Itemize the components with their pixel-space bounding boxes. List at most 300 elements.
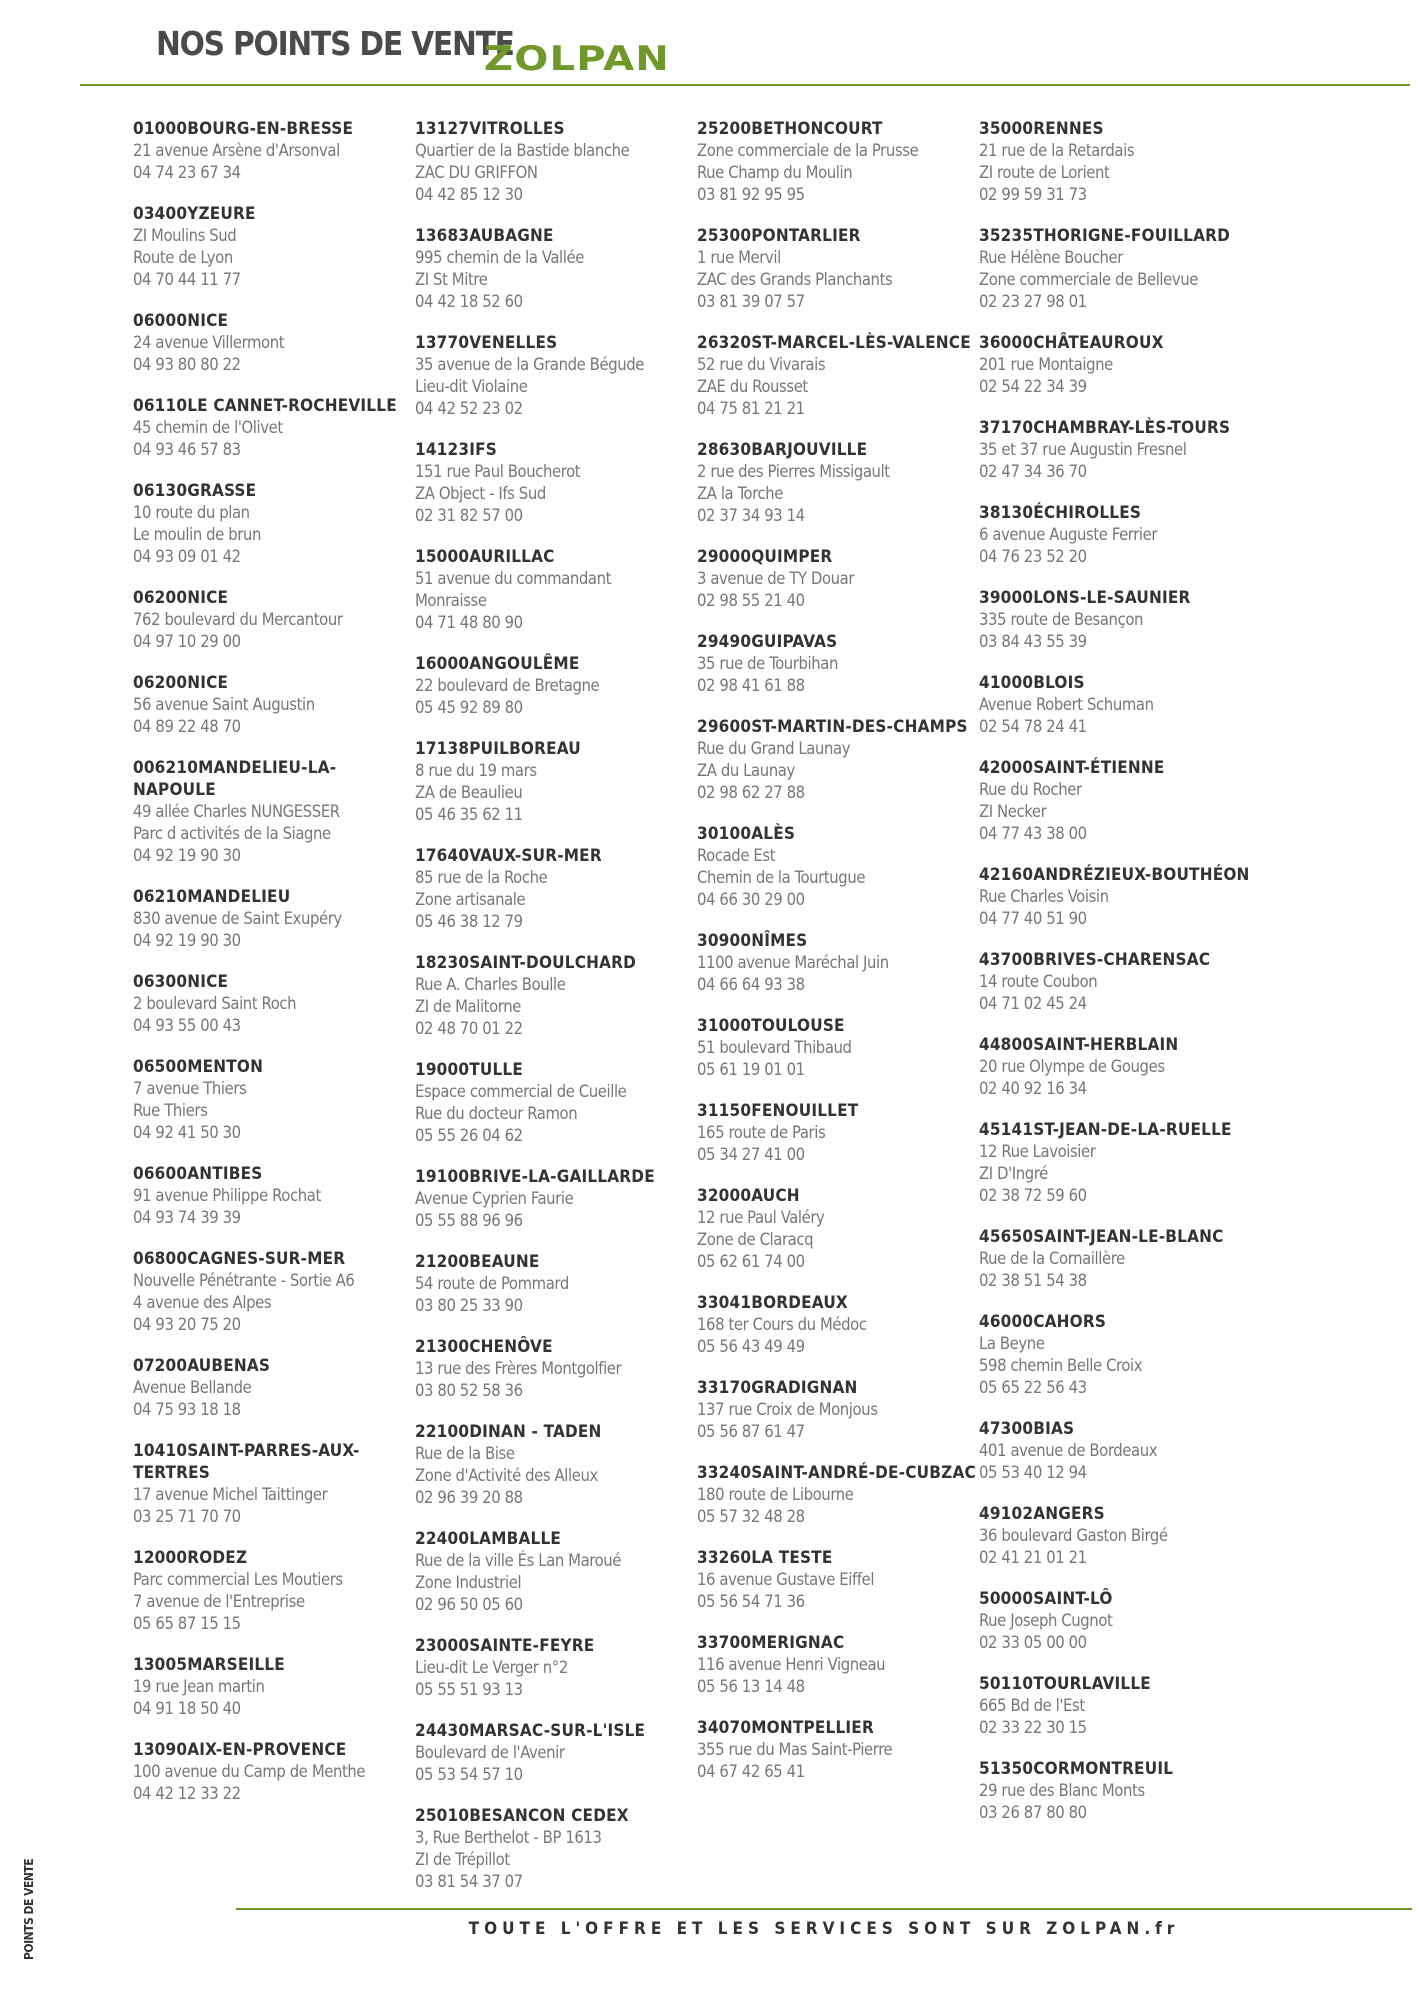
store-entry	[415, 1720, 695, 1786]
store-zip: 23000	[415, 1636, 470, 1656]
store-entry	[697, 1632, 977, 1698]
store-column-4	[979, 118, 1259, 1843]
store-address-line: Zone commerciale de la Prusse	[697, 141, 919, 160]
store-phone: 04 93 74 39 39	[133, 1208, 241, 1227]
store-heading	[133, 886, 413, 908]
store-address-line: 56 avenue Saint Augustin	[133, 695, 315, 714]
store-zip: 006210	[133, 758, 199, 778]
store-heading	[133, 1547, 413, 1569]
store-heading	[415, 1528, 695, 1550]
store-heading	[697, 225, 977, 247]
store-address-line: 4 avenue des Alpes	[133, 1293, 272, 1312]
store-city: CHÂTEAUROUX	[1033, 333, 1164, 353]
store-entry	[979, 1311, 1259, 1399]
store-city: LAMBALLE	[469, 1529, 562, 1549]
store-city: GRASSE	[187, 481, 257, 501]
store-city: SAINT-LÔ	[1033, 1589, 1113, 1609]
store-heading	[697, 1100, 977, 1122]
store-city: ALÈS	[751, 824, 796, 844]
store-phone: 04 71 48 80 90	[415, 613, 523, 632]
store-phone: 04 93 46 57 83	[133, 440, 241, 459]
side-section-label: POINTS DE VENTE	[22, 1858, 36, 1960]
store-city: MANDELIEU	[187, 887, 291, 907]
store-zip: 06600	[133, 1164, 188, 1184]
store-heading	[133, 310, 413, 332]
store-entry	[133, 310, 413, 376]
store-address-line: ZI de Malitorne	[415, 997, 521, 1016]
store-zip: 42000	[979, 758, 1034, 778]
store-entry	[979, 672, 1259, 738]
store-heading	[415, 952, 695, 974]
store-phone: 02 38 51 54 38	[979, 1271, 1087, 1290]
store-entry	[979, 225, 1259, 313]
store-entry	[415, 1421, 695, 1509]
store-address-line: Zone d'Activité des Alleux	[415, 1466, 598, 1485]
store-entry	[415, 1059, 695, 1147]
store-heading	[979, 1311, 1259, 1333]
store-address-line: Rocade Est	[697, 846, 776, 865]
store-entry	[415, 332, 695, 420]
store-city: LE CANNET-ROCHEVILLE	[187, 396, 397, 416]
store-city: MARSAC-SUR-L'ISLE	[469, 1721, 646, 1741]
store-phone: 04 42 52 23 02	[415, 399, 523, 418]
store-heading	[133, 672, 413, 694]
store-address-line: 665 Bd de l'Est	[979, 1696, 1085, 1715]
store-heading	[133, 1654, 413, 1676]
store-zip: 13683	[415, 226, 470, 246]
store-address-line: Le moulin de brun	[133, 525, 261, 544]
store-heading	[979, 417, 1259, 439]
store-entry	[979, 1503, 1259, 1569]
store-phone: 05 46 35 62 11	[415, 805, 523, 824]
store-heading	[133, 118, 413, 140]
store-city: SAINT-JEAN-LE-BLANC	[1033, 1227, 1224, 1247]
store-address-line: 45 chemin de l'Olivet	[133, 418, 283, 437]
store-address-line: 180 route de Libourne	[697, 1485, 854, 1504]
footer-divider	[236, 1908, 1412, 1910]
store-address-line: Rue du docteur Ramon	[415, 1104, 578, 1123]
store-zip: 50110	[979, 1674, 1034, 1694]
store-phone: 02 47 34 36 70	[979, 462, 1087, 481]
store-phone: 04 91 18 50 40	[133, 1699, 241, 1718]
store-zip: 45650	[979, 1227, 1034, 1247]
store-address-line: 151 rue Paul Boucherot	[415, 462, 581, 481]
store-zip: 43700	[979, 950, 1034, 970]
store-heading	[415, 1251, 695, 1273]
store-heading	[979, 1588, 1259, 1610]
store-zip: 07200	[133, 1356, 188, 1376]
store-zip: 17640	[415, 846, 470, 866]
store-heading	[979, 949, 1259, 971]
store-address-line: 7 avenue de l'Entreprise	[133, 1592, 305, 1611]
zolpan-logo	[484, 40, 674, 74]
store-zip: 29600	[697, 717, 752, 737]
store-heading	[133, 1355, 413, 1377]
store-entry	[697, 439, 977, 527]
store-city: SAINT-ÉTIENNE	[1033, 758, 1165, 778]
store-entry	[133, 395, 413, 461]
store-heading	[697, 1292, 977, 1314]
store-heading	[697, 1015, 977, 1037]
store-city: CAGNES-SUR-MER	[187, 1249, 346, 1269]
store-address-line: Rue Joseph Cugnot	[979, 1611, 1113, 1630]
store-zip: 06210	[133, 887, 188, 907]
store-zip: 15000	[415, 547, 470, 567]
store-city: SAINTE-FEYRE	[469, 1636, 595, 1656]
store-address-line: 8 rue du 19 mars	[415, 761, 537, 780]
store-phone: 05 56 13 14 48	[697, 1677, 805, 1696]
store-heading	[697, 930, 977, 952]
store-address-line: ZAC DU GRIFFON	[415, 163, 538, 182]
store-heading	[979, 1226, 1259, 1248]
store-city: LA TESTE	[751, 1548, 833, 1568]
store-zip: 06110	[133, 396, 188, 416]
store-entry	[979, 587, 1259, 653]
store-entry	[697, 118, 977, 206]
store-phone: 05 34 27 41 00	[697, 1145, 805, 1164]
store-heading	[133, 1163, 413, 1185]
store-zip: 33041	[697, 1293, 752, 1313]
store-heading	[133, 1248, 413, 1270]
store-phone: 02 38 72 59 60	[979, 1186, 1087, 1205]
store-address-line: 21 avenue Arsène d'Arsonval	[133, 141, 340, 160]
store-entry	[133, 1163, 413, 1229]
store-address-line: Zone artisanale	[415, 890, 526, 909]
store-entry	[697, 631, 977, 697]
store-zip: 19100	[415, 1167, 470, 1187]
store-city: NÎMES	[751, 931, 808, 951]
store-phone: 02 99 59 31 73	[979, 185, 1087, 204]
store-city: GRADIGNAN	[751, 1378, 858, 1398]
store-phone: 05 56 54 71 36	[697, 1592, 805, 1611]
store-entry	[415, 225, 695, 313]
store-heading	[415, 845, 695, 867]
store-heading	[133, 1440, 413, 1484]
store-city: ANTIBES	[187, 1164, 263, 1184]
store-entry	[415, 1166, 695, 1232]
store-heading	[697, 332, 977, 354]
store-address-line: 168 ter Cours du Médoc	[697, 1315, 867, 1334]
store-heading	[697, 716, 977, 738]
store-phone: 02 33 22 30 15	[979, 1718, 1087, 1737]
store-address-line: ZI Necker	[979, 802, 1047, 821]
store-phone: 04 42 85 12 30	[415, 185, 523, 204]
store-heading	[697, 631, 977, 653]
store-heading	[697, 1462, 977, 1484]
store-phone: 04 97 10 29 00	[133, 632, 241, 651]
store-zip: 22400	[415, 1529, 470, 1549]
store-address-line: Avenue Cyprien Faurie	[415, 1189, 574, 1208]
store-zip: 17138	[415, 739, 470, 759]
store-phone: 04 77 40 51 90	[979, 909, 1087, 928]
store-heading	[133, 203, 413, 225]
store-city: AUCH	[751, 1186, 800, 1206]
store-phone: 05 56 87 61 47	[697, 1422, 805, 1441]
store-address-line: 36 boulevard Gaston Birgé	[979, 1526, 1168, 1545]
store-address-line: 355 rue du Mas Saint-Pierre	[697, 1740, 893, 1759]
store-entry	[133, 1654, 413, 1720]
store-heading	[415, 1059, 695, 1081]
store-address-line: 598 chemin Belle Croix	[979, 1356, 1143, 1375]
store-heading	[979, 587, 1259, 609]
store-entry	[415, 1251, 695, 1317]
store-phone: 02 96 39 20 88	[415, 1488, 523, 1507]
store-entry	[415, 118, 695, 206]
store-address-line: La Beyne	[979, 1334, 1045, 1353]
store-city: ANGOULÊME	[469, 654, 580, 674]
store-address-line: 1100 avenue Maréchal Juin	[697, 953, 889, 972]
store-zip: 33240	[697, 1463, 752, 1483]
store-address-line: Zone commerciale de Bellevue	[979, 270, 1199, 289]
store-entry	[979, 1673, 1259, 1739]
store-phone: 02 98 41 61 88	[697, 676, 805, 695]
store-entry	[697, 1547, 977, 1613]
store-zip: 13090	[133, 1740, 188, 1760]
store-zip: 38130	[979, 503, 1034, 523]
store-address-line: Rue du Rocher	[979, 780, 1082, 799]
store-zip: 06200	[133, 673, 188, 693]
store-entry	[415, 439, 695, 527]
store-zip: 35235	[979, 226, 1034, 246]
store-heading	[415, 653, 695, 675]
store-phone: 04 70 44 11 77	[133, 270, 241, 289]
store-zip: 32000	[697, 1186, 752, 1206]
store-heading	[979, 1673, 1259, 1695]
store-address-line: 3, Rue Berthelot - BP 1613	[415, 1828, 602, 1847]
store-zip: 31150	[697, 1101, 752, 1121]
store-address-line: ZAC des Grands Planchants	[697, 270, 893, 289]
store-heading	[979, 225, 1259, 247]
store-address-line: 21 rue de la Retardais	[979, 141, 1135, 160]
store-zip: 22100	[415, 1422, 470, 1442]
store-city: SAINT-ANDRÉ-DE-CUBZAC	[751, 1463, 976, 1483]
store-city: BORDEAUX	[751, 1293, 848, 1313]
store-entry	[979, 118, 1259, 206]
store-heading	[415, 1336, 695, 1358]
store-address-line: Monraisse	[415, 591, 487, 610]
store-city: BIAS	[1033, 1419, 1075, 1439]
store-address-line: ZA du Launay	[697, 761, 795, 780]
store-city: SAINT-PARRES-AUX-TERTRES	[133, 1441, 360, 1483]
store-entry	[415, 1528, 695, 1616]
store-phone: 03 84 43 55 39	[979, 632, 1087, 651]
store-address-line: ZI D'Ingré	[979, 1164, 1048, 1183]
store-zip: 25200	[697, 119, 752, 139]
store-entry	[415, 653, 695, 719]
store-city: MERIGNAC	[751, 1633, 845, 1653]
store-phone: 05 56 43 49 49	[697, 1337, 805, 1356]
store-zip: 24430	[415, 1721, 470, 1741]
store-city: CHAMBRAY-LÈS-TOURS	[1033, 418, 1231, 438]
store-city: VITROLLES	[469, 119, 565, 139]
store-address-line: ZA la Torche	[697, 484, 783, 503]
store-city: RODEZ	[187, 1548, 248, 1568]
store-phone: 04 74 23 67 34	[133, 163, 241, 182]
store-city: NICE	[187, 588, 229, 608]
store-entry	[133, 1739, 413, 1805]
store-zip: 39000	[979, 588, 1034, 608]
store-heading	[133, 1056, 413, 1078]
store-address-line: Espace commercial de Cueille	[415, 1082, 627, 1101]
store-zip: 45141	[979, 1120, 1034, 1140]
page-header	[0, 0, 1419, 90]
store-heading	[415, 738, 695, 760]
store-heading	[415, 439, 695, 461]
store-phone: 02 40 92 16 34	[979, 1079, 1087, 1098]
store-zip: 29490	[697, 632, 752, 652]
store-phone: 05 45 92 89 80	[415, 698, 523, 717]
store-zip: 33170	[697, 1378, 752, 1398]
store-city: VENELLES	[469, 333, 558, 353]
store-entry	[415, 1805, 695, 1893]
store-city: SAINT-DOULCHARD	[469, 953, 637, 973]
store-entry	[979, 949, 1259, 1015]
store-entry	[697, 1462, 977, 1528]
store-phone: 04 75 81 21 21	[697, 399, 805, 418]
store-address-line: Rue de la Cornaillère	[979, 1249, 1125, 1268]
store-city: MANDELIEU-LA-NAPOULE	[133, 758, 337, 800]
store-city: CORMONTREUIL	[1033, 1759, 1174, 1779]
store-zip: 36000	[979, 333, 1034, 353]
store-heading	[979, 757, 1259, 779]
store-zip: 50000	[979, 1589, 1034, 1609]
store-phone: 03 81 92 95 95	[697, 185, 805, 204]
store-address-line: Rue Champ du Moulin	[697, 163, 853, 182]
store-address-line: 35 rue de Tourbihan	[697, 654, 838, 673]
store-phone: 04 66 64 93 38	[697, 975, 805, 994]
store-heading	[979, 502, 1259, 524]
store-address-line: ZI Moulins Sud	[133, 226, 237, 245]
store-heading	[979, 332, 1259, 354]
store-city: IFS	[469, 440, 497, 460]
store-entry	[133, 1355, 413, 1421]
store-heading	[979, 1418, 1259, 1440]
store-zip: 30100	[697, 824, 752, 844]
store-zip: 14123	[415, 440, 470, 460]
store-entry	[415, 952, 695, 1040]
store-city: YZEURE	[187, 204, 256, 224]
store-address-line: 85 rue de la Roche	[415, 868, 548, 887]
store-phone: 03 81 39 07 57	[697, 292, 805, 311]
store-city: DINAN - TADEN	[469, 1422, 602, 1442]
store-address-line: ZA Object - Ifs Sud	[415, 484, 546, 503]
store-entry	[979, 1588, 1259, 1654]
footer-tagline: TOUTE L'OFFRE ET LES SERVICES SONT SUR ZOLPAN.fr	[468, 1919, 1180, 1939]
store-city: BARJOUVILLE	[751, 440, 868, 460]
store-address-line: Lieu-dit Le Verger n°2	[415, 1658, 568, 1677]
store-address-line: 13 rue des Frères Montgolfier	[415, 1359, 622, 1378]
store-entry	[697, 1185, 977, 1273]
store-address-line: Avenue Bellande	[133, 1378, 252, 1397]
store-address-line: 54 route de Pommard	[415, 1274, 569, 1293]
store-entry	[979, 417, 1259, 483]
store-city: QUIMPER	[751, 547, 833, 567]
store-phone: 03 80 25 33 90	[415, 1296, 523, 1315]
store-phone: 04 92 19 90 30	[133, 846, 241, 865]
store-phone: 05 65 22 56 43	[979, 1378, 1087, 1397]
store-heading	[133, 1739, 413, 1761]
store-heading	[979, 864, 1259, 886]
store-heading	[133, 757, 413, 801]
store-entry	[979, 1226, 1259, 1292]
store-heading	[133, 395, 413, 417]
store-zip: 06500	[133, 1057, 188, 1077]
store-address-line: 24 avenue Villermont	[133, 333, 285, 352]
store-address-line: 762 boulevard du Mercantour	[133, 610, 343, 629]
store-address-line: Rue A. Charles Boulle	[415, 975, 566, 994]
store-entry	[415, 546, 695, 634]
store-entry	[133, 587, 413, 653]
store-phone: 04 92 19 90 30	[133, 931, 241, 950]
store-phone: 03 80 52 58 36	[415, 1381, 523, 1400]
store-address-line: 51 boulevard Thibaud	[697, 1038, 852, 1057]
store-zip: 16000	[415, 654, 470, 674]
store-zip: 13127	[415, 119, 470, 139]
store-entry	[415, 1336, 695, 1402]
store-entry	[133, 971, 413, 1037]
page-title: NOS POINTS DE VENTE	[156, 24, 514, 63]
store-phone: 02 96 50 05 60	[415, 1595, 523, 1614]
store-address-line: 22 boulevard de Bretagne	[415, 676, 600, 695]
store-entry	[415, 1635, 695, 1701]
store-column-3	[697, 118, 977, 1802]
store-entry	[133, 203, 413, 291]
store-phone: 04 89 22 48 70	[133, 717, 241, 736]
store-zip: 42160	[979, 865, 1034, 885]
store-address-line: 7 avenue Thiers	[133, 1079, 247, 1098]
store-phone: 04 93 80 80 22	[133, 355, 241, 374]
store-address-line: 1 rue Mervil	[697, 248, 781, 267]
store-address-line: 91 avenue Philippe Rochat	[133, 1186, 321, 1205]
store-city: TOURLAVILLE	[1033, 1674, 1151, 1694]
store-address-line: 17 avenue Michel Taittinger	[133, 1485, 328, 1504]
store-address-line: ZAE du Rousset	[697, 377, 808, 396]
store-zip: 26320	[697, 333, 752, 353]
store-entry	[415, 738, 695, 826]
store-heading	[415, 332, 695, 354]
store-phone: 04 71 02 45 24	[979, 994, 1087, 1013]
store-address-line: 10 route du plan	[133, 503, 250, 522]
store-zip: 12000	[133, 1548, 188, 1568]
store-phone: 04 77 43 38 00	[979, 824, 1087, 843]
store-zip: 35000	[979, 119, 1034, 139]
store-entry	[697, 930, 977, 996]
store-entry	[697, 332, 977, 420]
store-zip: 18230	[415, 953, 470, 973]
store-heading	[415, 1805, 695, 1827]
store-entry	[133, 672, 413, 738]
store-city: TULLE	[469, 1060, 524, 1080]
store-address-line: 201 rue Montaigne	[979, 355, 1113, 374]
store-heading	[697, 1632, 977, 1654]
store-entry	[415, 845, 695, 933]
store-address-line: 116 avenue Henri Vigneau	[697, 1655, 886, 1674]
store-city: MONTPELLIER	[751, 1718, 874, 1738]
store-zip: 06200	[133, 588, 188, 608]
store-address-line: Nouvelle Pénétrante - Sortie A6	[133, 1271, 355, 1290]
store-zip: 29000	[697, 547, 752, 567]
store-address-line: Avenue Robert Schuman	[979, 695, 1154, 714]
store-zip: 21200	[415, 1252, 470, 1272]
store-phone: 04 93 20 75 20	[133, 1315, 241, 1334]
store-phone: 03 81 54 37 07	[415, 1872, 523, 1891]
store-city: AIX-EN-PROVENCE	[187, 1740, 347, 1760]
store-entry	[979, 502, 1259, 568]
store-heading	[415, 225, 695, 247]
store-phone: 02 54 22 34 39	[979, 377, 1087, 396]
store-entry	[979, 1758, 1259, 1824]
store-entry	[133, 1440, 413, 1528]
